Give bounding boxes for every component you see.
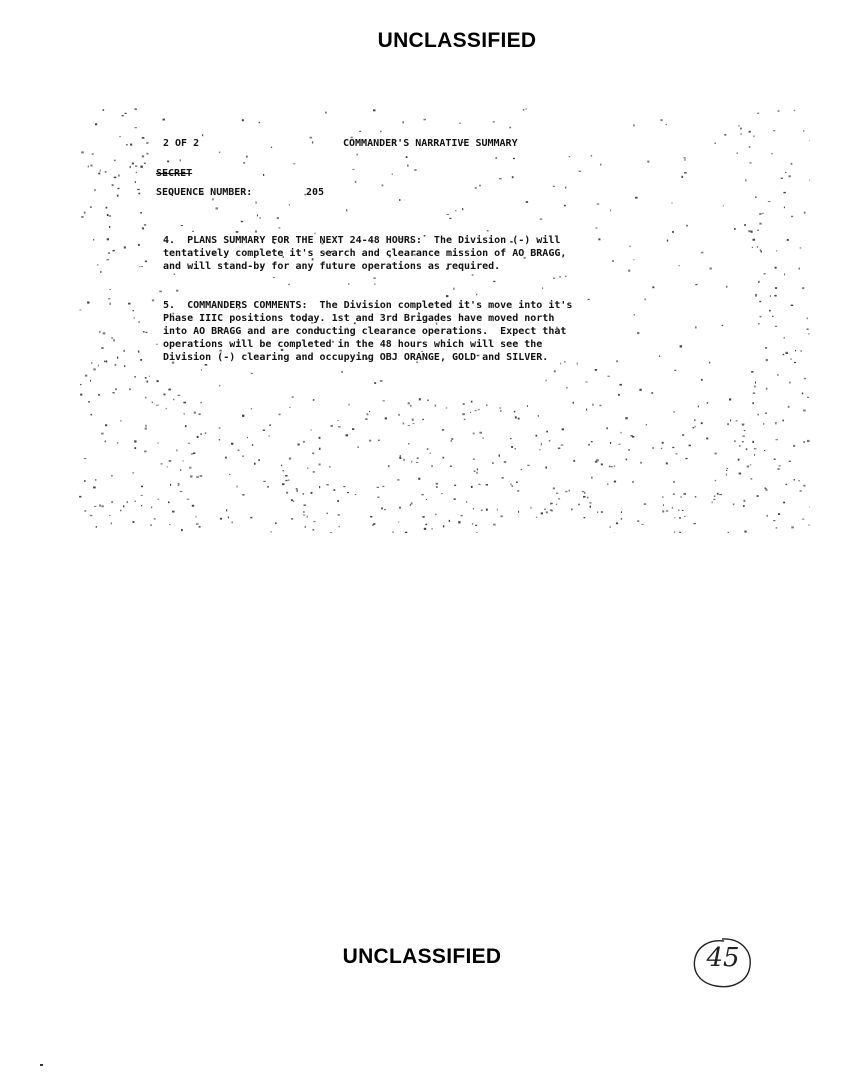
stray-mark bbox=[40, 1064, 43, 1066]
paragraph-line: Division (-) clearing and occupying OBJ ORANGE, GOLD and SILVER. bbox=[163, 352, 549, 363]
scanned-message-image bbox=[78, 108, 810, 533]
paragraph-line: 4. PLANS SUMMARY FOR THE NEXT 24-48 HOURS: The Division (-) will bbox=[163, 235, 561, 246]
sequence-value: 205 bbox=[306, 187, 325, 198]
paragraph-plans-summary bbox=[163, 234, 566, 273]
page-number-text: 45 bbox=[706, 943, 740, 973]
message-heading: COMMANDER'S NARRATIVE SUMMARY bbox=[343, 138, 518, 149]
classification-banner-top: UNCLASSIFIED bbox=[377, 29, 537, 52]
paragraph-line: operations will be completed in the 48 hours which will see the bbox=[163, 339, 543, 350]
paragraph-commanders-comments bbox=[163, 299, 572, 364]
paragraph-line: and will stand-by for any future operations as required. bbox=[163, 261, 501, 272]
paragraph-line: tentatively complete it's search and clearance mission of AO BRAGG, bbox=[163, 248, 567, 259]
paragraph-line: 5. COMMANDERS COMMENTS: The Division completed it's move into it's bbox=[163, 300, 573, 311]
paragraph-line: Phase IIIC positions today. 1st and 3rd Brigades have moved north bbox=[163, 313, 555, 324]
handwritten-page-number bbox=[690, 936, 754, 990]
page-of-indicator: 2 OF 2 bbox=[163, 138, 200, 149]
paragraph-line: into AO BRAGG and are conducting clearance operations. Expect that bbox=[163, 326, 567, 337]
classification-banner-bottom: UNCLASSIFIED bbox=[342, 945, 502, 968]
struck-classification-mark: SECRET bbox=[156, 168, 193, 179]
sequence-label: SEQUENCE NUMBER: bbox=[156, 187, 253, 198]
